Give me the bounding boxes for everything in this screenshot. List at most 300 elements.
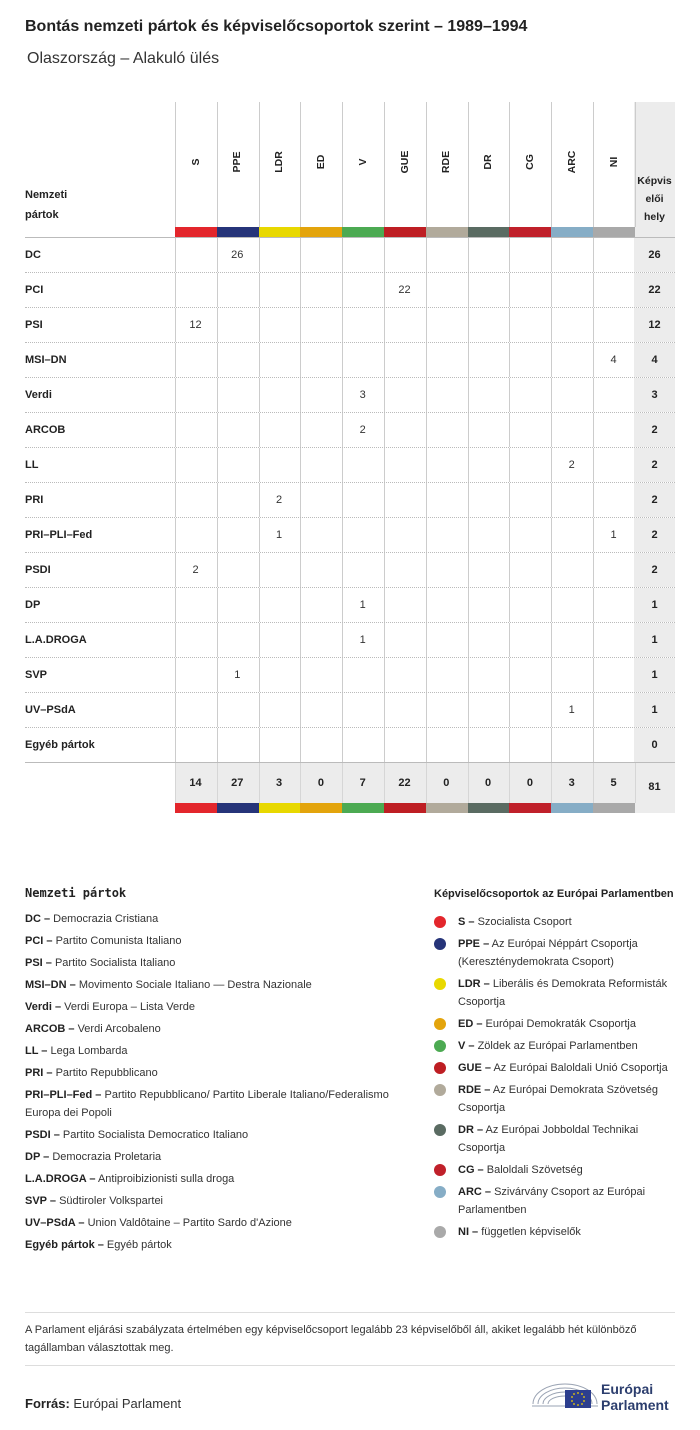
legend-code: S –: [458, 916, 475, 928]
legend-name: Egyéb pártok: [106, 1239, 172, 1251]
column-divider: [426, 448, 427, 482]
column-divider: [593, 448, 594, 482]
row-total: 26: [634, 238, 675, 272]
legend-code: PSI –: [25, 957, 52, 969]
column-divider: [217, 763, 218, 803]
column-divider: [259, 588, 260, 622]
column-divider: [551, 102, 552, 227]
row-total: 0: [634, 728, 675, 762]
column-divider: [175, 623, 176, 657]
national-legend-item: [25, 910, 405, 928]
column-divider: [217, 623, 218, 657]
legend-name: Democrazia Proletaria: [52, 1151, 162, 1163]
seat-cell: 1: [359, 599, 366, 611]
column-divider: [300, 378, 301, 412]
row-total: 2: [634, 413, 675, 447]
group-sum: 0: [443, 777, 450, 789]
table-row: [25, 377, 675, 412]
color-dot-icon: [434, 978, 446, 990]
party-name: SVP: [25, 669, 48, 681]
column-divider: [593, 763, 594, 803]
column-divider: [300, 448, 301, 482]
column-divider: [509, 483, 510, 517]
legend-code: ARCOB –: [25, 1023, 75, 1035]
column-divider: [300, 763, 301, 803]
column-divider: [217, 588, 218, 622]
group-color-bar: [468, 227, 510, 237]
group-sum: 5: [610, 777, 617, 789]
legend-name: Partito Repubblicano/ Partito Liberale Italiano/Federalismo Europa dei Popoli: [25, 1089, 389, 1119]
column-divider: [342, 448, 343, 482]
column-divider: [259, 413, 260, 447]
legend-name: Az Európai Baloldali Unió Csoportja: [493, 1062, 668, 1074]
group-header-gue: [384, 102, 425, 227]
column-divider: [635, 763, 636, 803]
party-name: DC: [25, 249, 41, 261]
column-divider: [259, 623, 260, 657]
row-total: 2: [634, 483, 675, 517]
national-legend-title: Nemzeti pártok: [25, 886, 127, 900]
column-divider: [509, 658, 510, 692]
column-divider: [384, 102, 385, 227]
group-sum: 7: [359, 777, 366, 789]
legend-code: ARC –: [458, 1186, 492, 1198]
group-color-bar: [300, 227, 342, 237]
group-sum: 0: [485, 777, 492, 789]
party-name: PSDI: [25, 564, 51, 576]
group-header-ed: [300, 102, 341, 227]
column-divider: [468, 273, 469, 307]
seat-cell: 2: [568, 459, 575, 471]
legend-name: Movimento Sociale Italiano — Destra Nazionale: [78, 979, 312, 991]
column-divider: [300, 693, 301, 727]
column-divider: [384, 238, 385, 272]
column-divider: [384, 448, 385, 482]
table-row: [25, 552, 675, 587]
legend-name: Südtiroler Volkspartei: [59, 1195, 164, 1207]
column-divider: [175, 483, 176, 517]
column-divider: [468, 378, 469, 412]
party-name: MSI–DN: [25, 354, 67, 366]
column-divider: [509, 378, 510, 412]
seat-cell: 2: [192, 564, 199, 576]
group-color-bar: [384, 227, 426, 237]
column-divider: [384, 308, 385, 342]
party-name: L.A.DROGA: [25, 634, 87, 646]
legend-name: Baloldali Szövetség: [486, 1164, 583, 1176]
group-legend-item: [434, 975, 679, 1011]
total-seats-header: [634, 172, 675, 226]
group-color-bar: [175, 803, 217, 813]
group-color-bar: [426, 227, 468, 237]
column-divider: [217, 693, 218, 727]
column-divider: [426, 623, 427, 657]
national-legend-item: [25, 1148, 405, 1166]
column-divider: [300, 238, 301, 272]
group-header-s: [175, 102, 216, 227]
column-divider: [175, 763, 176, 803]
total-header-line: elői: [645, 193, 664, 205]
column-divider: [426, 518, 427, 552]
group-header-label: S: [189, 158, 202, 166]
breakdown-table: [25, 102, 675, 812]
logo-line: Parlament: [601, 1397, 669, 1413]
group-header-label: NI: [607, 156, 620, 168]
row-total: 1: [634, 658, 675, 692]
column-divider: [259, 728, 260, 762]
national-parties-legend: [25, 886, 405, 1258]
table-row: [25, 342, 675, 377]
column-divider: [217, 518, 218, 552]
column-divider: [384, 588, 385, 622]
table-row: [25, 307, 675, 342]
column-divider: [426, 763, 427, 803]
national-legend-item: [25, 1086, 405, 1122]
row-total: 22: [634, 273, 675, 307]
row-total: 2: [634, 518, 675, 552]
column-divider: [593, 483, 594, 517]
legend-code: LDR –: [458, 978, 490, 990]
column-divider: [551, 588, 552, 622]
legend-code: Egyéb pártok –: [25, 1239, 104, 1251]
column-divider: [551, 238, 552, 272]
group-header-label: GUE: [398, 150, 411, 174]
row-total: 4: [634, 343, 675, 377]
column-divider: [551, 763, 552, 803]
source: [25, 1396, 181, 1411]
column-divider: [551, 378, 552, 412]
party-name: PRI: [25, 494, 44, 506]
color-dot-icon: [434, 1040, 446, 1052]
table-row: [25, 657, 675, 692]
legend-code: RDE –: [458, 1084, 491, 1096]
group-header-label: CG: [523, 154, 536, 170]
column-divider: [300, 343, 301, 377]
column-divider: [468, 343, 469, 377]
column-divider: [468, 308, 469, 342]
national-legend-item: [25, 1042, 405, 1060]
column-divider: [259, 553, 260, 587]
column-divider: [259, 343, 260, 377]
column-divider: [342, 553, 343, 587]
row-total: 1: [634, 588, 675, 622]
column-divider: [300, 728, 301, 762]
legend-name: Verdi Arcobaleno: [77, 1023, 161, 1035]
column-divider: [259, 448, 260, 482]
table-row: [25, 482, 675, 517]
column-divider: [175, 693, 176, 727]
legend-name: Democrazia Cristiana: [53, 913, 159, 925]
legend-code: CG –: [458, 1164, 484, 1176]
group-color-bar: [259, 227, 301, 237]
national-parties-header: [25, 185, 67, 225]
column-divider: [217, 483, 218, 517]
seat-cell: 26: [231, 249, 244, 261]
column-divider: [384, 728, 385, 762]
column-divider: [175, 238, 176, 272]
source-label: Forrás:: [25, 1396, 70, 1411]
column-divider: [509, 102, 510, 227]
sum-row: [25, 762, 675, 812]
column-divider: [509, 308, 510, 342]
national-legend-item: [25, 1214, 405, 1232]
column-divider: [175, 728, 176, 762]
group-header-label: ARC: [565, 150, 578, 174]
column-divider: [593, 308, 594, 342]
row-total: 3: [634, 378, 675, 412]
column-divider: [217, 553, 218, 587]
page-title: Bontás nemzeti pártok és képviselőcsoportok szerint – 1989–1994: [25, 18, 528, 35]
groups-legend-title: Képviselőcsoportok az Európai Parlamentben: [434, 888, 674, 900]
national-legend-item: [25, 1192, 405, 1210]
group-sum: 27: [231, 777, 244, 789]
column-divider: [426, 308, 427, 342]
party-name: Verdi: [25, 389, 52, 401]
column-divider: [175, 658, 176, 692]
group-color-bar: [509, 803, 551, 813]
table-row: [25, 412, 675, 447]
group-header-dr: [468, 102, 509, 227]
column-divider: [384, 518, 385, 552]
legend-name: Zöldek az Európai Parlamentben: [477, 1040, 638, 1052]
national-legend-item: [25, 932, 405, 950]
column-divider: [593, 378, 594, 412]
grand-total: 81: [634, 763, 675, 813]
column-divider: [217, 728, 218, 762]
column-divider: [551, 553, 552, 587]
column-divider: [509, 693, 510, 727]
column-divider: [217, 102, 218, 227]
column-divider: [551, 273, 552, 307]
row-total: 2: [634, 448, 675, 482]
column-divider: [300, 518, 301, 552]
column-divider: [468, 623, 469, 657]
group-color-bar: [593, 227, 635, 237]
group-header-label: DR: [482, 154, 495, 170]
column-divider: [384, 413, 385, 447]
column-divider: [426, 343, 427, 377]
column-divider: [175, 378, 176, 412]
column-divider: [551, 658, 552, 692]
column-divider: [468, 658, 469, 692]
legend-code: UV–PSdA –: [25, 1217, 85, 1229]
column-divider: [300, 658, 301, 692]
legend-code: DP –: [25, 1151, 50, 1163]
column-divider: [551, 343, 552, 377]
column-divider: [342, 658, 343, 692]
group-color-bar: [300, 803, 342, 813]
column-divider: [426, 728, 427, 762]
column-divider: [426, 238, 427, 272]
column-divider: [300, 308, 301, 342]
group-color-bar: [551, 227, 593, 237]
column-divider: [468, 102, 469, 227]
column-divider: [384, 553, 385, 587]
column-divider: [384, 378, 385, 412]
column-divider: [384, 763, 385, 803]
column-divider: [593, 658, 594, 692]
legend-name: Az Európai Demokrata Szövetség Csoportja: [458, 1084, 658, 1114]
logo-line: Európai: [601, 1381, 654, 1397]
legend-code: PRI –: [25, 1067, 53, 1079]
column-divider: [259, 308, 260, 342]
column-divider: [468, 483, 469, 517]
column-divider: [551, 483, 552, 517]
column-divider: [384, 658, 385, 692]
column-divider: [509, 763, 510, 803]
column-divider: [384, 623, 385, 657]
color-dot-icon: [434, 1164, 446, 1176]
column-divider: [593, 553, 594, 587]
column-divider: [426, 553, 427, 587]
legend-code: LL –: [25, 1045, 48, 1057]
column-divider: [259, 658, 260, 692]
group-sum: 0: [526, 777, 533, 789]
group-color-bar: [217, 227, 259, 237]
table-row: [25, 447, 675, 482]
column-divider: [175, 448, 176, 482]
column-divider: [300, 553, 301, 587]
legend-code: GUE –: [458, 1062, 492, 1074]
legend-name: Lega Lombarda: [50, 1045, 128, 1057]
party-name: PCI: [25, 284, 44, 296]
party-name: LL: [25, 459, 39, 471]
group-header-cg: [509, 102, 550, 227]
column-divider: [342, 102, 343, 227]
national-legend-item: [25, 998, 405, 1016]
group-legend-item: [434, 1161, 679, 1179]
national-legend-item: [25, 954, 405, 972]
column-divider: [551, 518, 552, 552]
group-color-bar: [342, 227, 384, 237]
legend-code: PSDI –: [25, 1129, 60, 1141]
legend-code: PRI–PLI–Fed –: [25, 1089, 102, 1101]
column-divider: [468, 448, 469, 482]
column-divider: [593, 102, 594, 227]
legend-code: MSI–DN –: [25, 979, 76, 991]
column-divider: [635, 102, 636, 227]
group-header-label: RDE: [440, 150, 453, 174]
column-divider: [509, 413, 510, 447]
legend-name: Verdi Europa – Lista Verde: [64, 1001, 196, 1013]
table-header: [25, 102, 675, 237]
group-legend-item: [434, 1059, 679, 1077]
column-divider: [300, 623, 301, 657]
seat-cell: 4: [610, 354, 617, 366]
group-sum: 22: [398, 777, 411, 789]
legend-name: Európai Demokraták Csoportja: [485, 1018, 636, 1030]
national-legend-item: [25, 1170, 405, 1188]
legend-name: Szivárvány Csoport az Európai Parlamentben: [458, 1186, 646, 1216]
legend-name: Antiproibizionisti sulla droga: [97, 1173, 235, 1185]
group-sum: 0: [317, 777, 324, 789]
row-total: 12: [634, 308, 675, 342]
column-divider: [468, 553, 469, 587]
table-row: [25, 622, 675, 657]
column-divider: [342, 693, 343, 727]
legend-name: Liberális és Demokrata Reformisták Csoportja: [458, 978, 668, 1008]
column-divider: [593, 623, 594, 657]
group-legend-item: [434, 1081, 679, 1117]
column-divider: [551, 623, 552, 657]
group-color-bar: [509, 227, 551, 237]
table-row: [25, 692, 675, 727]
column-divider: [593, 588, 594, 622]
color-dot-icon: [434, 1018, 446, 1030]
group-color-bar: [259, 803, 301, 813]
color-dot-icon: [434, 938, 446, 950]
group-header-ldr: [259, 102, 300, 227]
color-dot-icon: [434, 1226, 446, 1238]
group-legend-item: [434, 913, 679, 931]
seat-cell: 1: [610, 529, 617, 541]
group-header-label: V: [356, 158, 369, 166]
seat-cell: 1: [234, 669, 241, 681]
groups-legend: [434, 887, 679, 1245]
column-divider: [426, 413, 427, 447]
party-name: PRI–PLI–Fed: [25, 529, 93, 541]
group-header-label: ED: [314, 154, 327, 170]
column-divider: [175, 102, 176, 227]
legend-name: Partito Repubblicano: [55, 1067, 158, 1079]
color-dot-icon: [434, 1124, 446, 1136]
column-divider: [509, 553, 510, 587]
seat-cell: 2: [276, 494, 283, 506]
column-divider: [342, 308, 343, 342]
party-name: PSI: [25, 319, 43, 331]
column-divider: [593, 728, 594, 762]
page-subtitle: Olaszország – Alakuló ülés: [27, 50, 220, 67]
column-divider: [593, 273, 594, 307]
national-header-line: Nemzeti: [25, 189, 68, 201]
national-header-line: pártok: [25, 209, 59, 221]
legend-code: SVP –: [25, 1195, 56, 1207]
column-divider: [259, 693, 260, 727]
row-total: 1: [634, 693, 675, 727]
table-body: [25, 237, 675, 762]
column-divider: [468, 588, 469, 622]
column-divider: [175, 518, 176, 552]
column-divider: [342, 238, 343, 272]
group-color-bar: [384, 803, 426, 813]
legend-name: Partito Comunista Italiano: [55, 935, 182, 947]
column-divider: [384, 483, 385, 517]
column-divider: [509, 343, 510, 377]
column-divider: [175, 413, 176, 447]
column-divider: [217, 308, 218, 342]
column-divider: [426, 378, 427, 412]
party-name: UV–PSdA: [25, 704, 76, 716]
column-divider: [509, 273, 510, 307]
column-divider: [593, 693, 594, 727]
column-divider: [468, 763, 469, 803]
group-legend-item: [434, 1223, 679, 1241]
column-divider: [509, 238, 510, 272]
column-divider: [217, 273, 218, 307]
seat-cell: 2: [359, 424, 366, 436]
column-divider: [300, 102, 301, 227]
column-divider: [468, 728, 469, 762]
column-divider: [259, 238, 260, 272]
column-divider: [342, 728, 343, 762]
column-divider: [217, 343, 218, 377]
group-header-v: [342, 102, 383, 227]
column-divider: [342, 763, 343, 803]
legend-code: Verdi –: [25, 1001, 62, 1013]
group-legend-item: [434, 1121, 679, 1157]
column-divider: [426, 273, 427, 307]
column-divider: [259, 378, 260, 412]
